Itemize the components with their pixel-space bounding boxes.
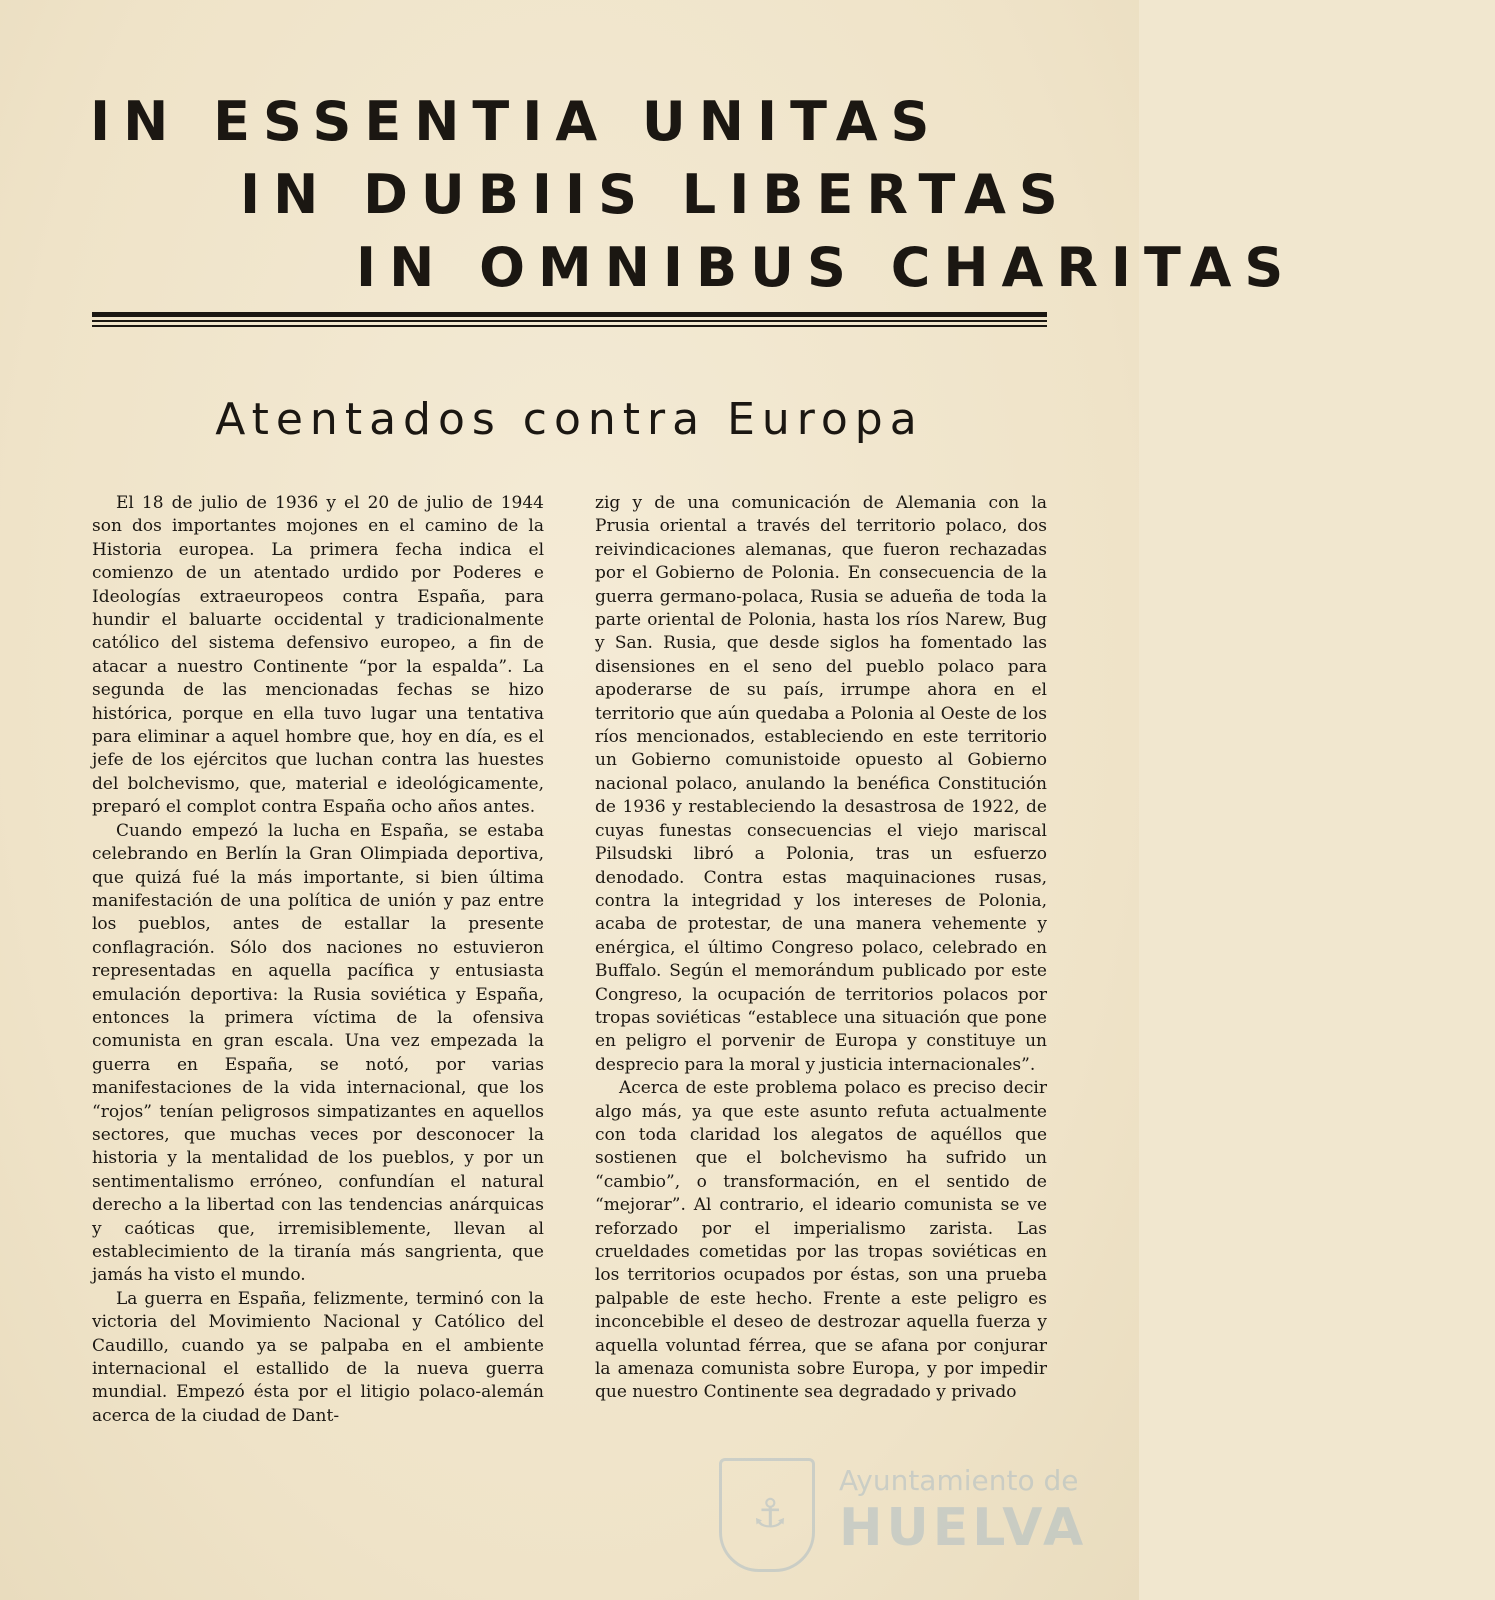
motto-line-2: IN DUBIIS LIBERTAS: [240, 163, 1071, 226]
header-rule-thin: [92, 320, 1047, 322]
watermark-line-1: Ayuntamiento de: [839, 1464, 1079, 1497]
left-column: [92, 492, 544, 1472]
city-seal-icon: ⚓: [719, 1458, 815, 1572]
motto-line-3: IN OMNIBUS CHARITAS: [356, 236, 1297, 299]
watermark-line-2: HUELVA: [839, 1498, 1088, 1558]
article-body: [92, 492, 1047, 1472]
paragraph: Cuando empezó la lucha en España, se estaba celebrando en Berlín la Gran Olimpiada deportiva, que quizá fué la más importante, si bien última manifestación de una política de unión y paz entre los pueblos, antes de estallar la presente conflagración. Sólo dos naciones no estuvieron representadas en aquella pacífica y entusiasta emulación deportiva: la Rusia soviética y España, entonces la primera víctima de la ofensiva comunista en gran escala. Una vez empezada la guerra en España, se notó, por varias manifestaciones de la vida internacional, que los “rojos” tenían peligrosos simpatizantes en aquellos sectores, que muchas veces por desconocer la historia y la mentalidad de los pueblos, y por un sentimentalismo erróneo, confundían el natural derecho a la libertad con las tendencias anárquicas y caóticas que, irremisiblemente, llevan al establecimiento de la tiranía más sangrienta, que jamás ha visto el mundo.: [92, 820, 544, 1286]
motto-line-1: IN ESSENTIA UNITAS: [90, 90, 943, 153]
right-column: [595, 492, 1047, 1472]
paragraph: zig y de una comunicación de Alemania con la Prusia oriental a través del territorio polaco, dos reivindicaciones alemanas, que fueron rechazadas por el Gobierno de Polonia. En consecuencia de la guerra germano-polaca, Rusia se adueña de toda la parte oriental de Polonia, hasta los ríos Narew, Bug y San. Rusia, que desde siglos ha fomentado las disensiones en el seno del pueblo polaco para apoderarse de su país, irrumpe ahora en el territorio que aún quedaba a Polonia al Oeste de los ríos mencionados, estableciendo en este territorio un Gobierno comunistoide opuesto al Gobierno nacional polaco, anulando la benéfica Constitución de 1936 y restableciendo la desastrosa de 1922, de cuyas funestas consecuencias el viejo mariscal Pilsudski libró a Polonia, tras un esfuerzo denodado. Contra estas maquinaciones rusas, contra la integridad y los intereses de Polonia, acaba de protestar, de una manera vehemente y enérgica, el último Congreso polaco, celebrado en Buffalo. Según el memorándum publicado por este Congreso, la ocupación de territorios polacos por tropas soviéticas “establece una situación que pone en peligro el porvenir de Europa y constituye un desprecio para la moral y justicia internacionales”.: [595, 493, 1047, 1075]
paragraph: Acerca de este problema polaco es preciso decir algo más, ya que este asunto refuta actualmente con toda claridad los alegatos de aquéllos que sostienen que el bolchevismo ha sufrido un “cambio”, o transformación, en el sentido de “mejorar”. Al contrario, el ideario comunista se ve reforzado por el imperialismo zarista. Las crueldades cometidas por las tropas soviéticas en los territorios ocupados por éstas, son una prueba palpable de este hecho. Frente a este peligro es inconcebible el deseo de destrozar aquella fuerza y aquella voluntad férrea, que se afana por conjurar la amenaza comunista sobre Europa, y por impedir que nuestro Continente sea degradado y privado: [595, 1078, 1047, 1403]
archive-watermark: [719, 1458, 1088, 1568]
article-title: Atentados contra Europa: [215, 394, 924, 445]
paragraph: La guerra en España, felizmente, terminó con la victoria del Movimiento Nacional y Católico del Caudillo, cuando ya se palpaba en el ambiente internacional el estallido de la nueva guerra mundial. Empezó ésta por el litigio polaco-alemán acerca de la ciudad de Dant-: [92, 1288, 544, 1426]
header-rule-thick: [92, 312, 1047, 317]
header-rule-thin-2: [92, 325, 1047, 327]
paragraph: El 18 de julio de 1936 y el 20 de julio de 1944 son dos importantes mojones en el camino de la Historia europea. La primera fecha indica el comienzo de un atentado urdido por Poderes e Ideologías extraeuropeos contra España, para hundir el baluarte occidental y tradicionalmente católico del sistema defensivo europeo, a fin de atacar a nuestro Continente “por la espalda”. La segunda de las mencionadas fechas se hizo histórica, porque en ella tuvo lugar una tentativa para eliminar a aquel hombre que, hoy en día, es el jefe de los ejércitos que luchan contra las huestes del bolchevismo, que, material e ideológicamente, preparó el complot contra España ocho años antes.: [92, 493, 544, 818]
